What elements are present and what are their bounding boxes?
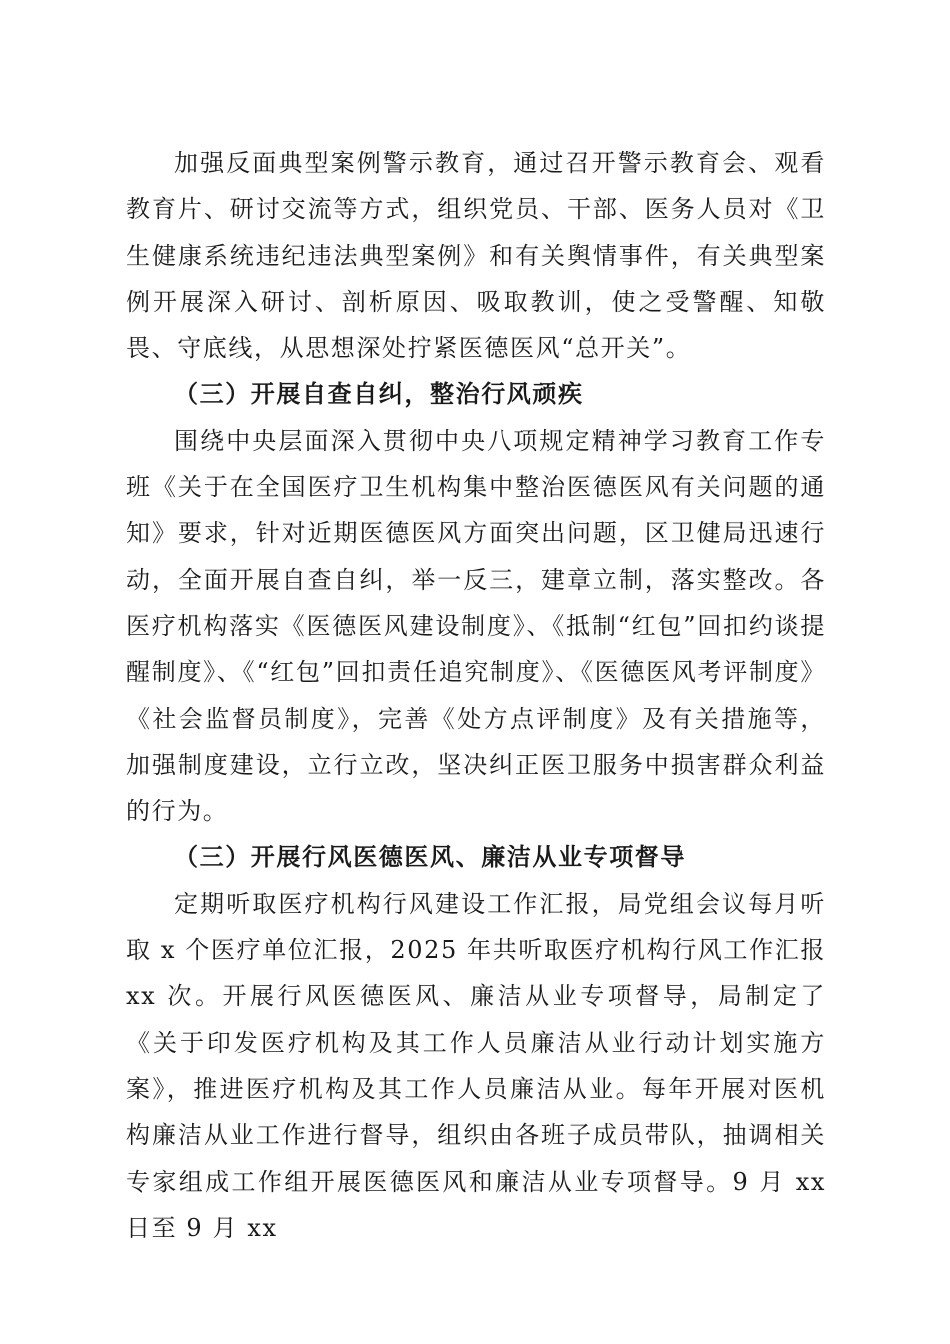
- section-heading-self-inspection: （三）开展自查自纠，整治行风顽疾: [174, 379, 584, 409]
- paragraph-warning-education: 加强反面典型案例警示教育，通过召开警示教育会、观看教育片、研讨交流等方式，组织党员、干部、医务人员对《卫生健康系统违纪违法典型案例》和有关舆情事件，有关典型案例开展深入研讨、剖析原因、吸取教训，使之受警醒、知敬畏、守底线，从思想深处拧紧医德医风“总开关”。: [126, 149, 826, 363]
- paragraph-special-supervision: 定期听取医疗机构行风建设工作汇报，局党组会议每月听取 x 个医疗单位汇报，2025 年共听取医疗机构行风工作汇报 xx 次。开展行风医德医风、廉洁从业专项督导，局制定了《关于印发医疗机构及其工作人员廉洁从业行动计划实施方案》，推进医疗机构及其工作人员廉洁从业。每年开展对医机构廉洁从业工作进行督导，组织由各班子成员带队，抽调相关专家组成工作组开展医德医风和廉洁从业专项督导。9 月 xx 日至 9 月 xx: [126, 889, 826, 1242]
- paragraph-self-inspection: 围绕中央层面深入贯彻中央八项规定精神学习教育工作专班《关于在全国医疗卫生机构集中整治医德医风有关问题的通知》要求，针对近期医德医风方面突出问题，区卫健局迅速行动，全面开展自查自纠，举一反三，建章立制，落实整改。各医疗机构落实《医德医风建设制度》、《抵制“红包”回扣约谈提醒制度》、《“红包”回扣责任追究制度》、《医德医风考评制度》《社会监督员制度》，完善《处方点评制度》及有关措施等，加强制度建设，立行立改，坚决纠正医卫服务中损害群众利益的行为。: [126, 426, 826, 826]
- section-heading-special-supervision: （三）开展行风医德医风、廉洁从业专项督导: [174, 842, 686, 872]
- document-body: [126, 140, 826, 1251]
